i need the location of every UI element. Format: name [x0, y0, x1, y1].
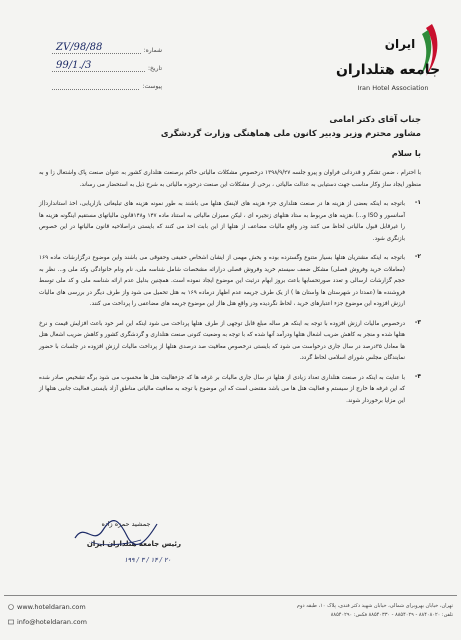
date-label: تاریخ: — [148, 65, 162, 72]
paragraph-2 — [39, 253, 421, 311]
paragraph-text: باتوجه به اینکه بعضی از هزینه ها در صنعت هتلداری جزء هزینه های لاینفک هتلها می باشند به طور نمونه هزینه های تبلیغاتی بازاریابی، اخذ استاندارد(از آسانسور و ISO و...) ،هزینه های مربوط به ستاد هتلهای زنجیره ای ، لیکن ممیزان مالیاتی به استناد ماده ۱۴۷ و۱۴۸قانون مالیاتهای مستقیم اینگونه هزینه ها را غیرقابل قبول مالیاتی لحاظ می کنند ودر واقع مالیات مضاعف از هتلها از این بابت اخذ می کنند که بایستی دراصلاحیه قانون مالیاتها در این خصوص بازنگری شود. — [39, 201, 405, 242]
greeting: با سلام — [391, 148, 421, 158]
globe-icon — [8, 604, 14, 610]
association-logo — [330, 18, 450, 108]
mail-icon — [8, 619, 14, 625]
paragraph-text: با عنایت به اینکه در صنعت هتلداری تعداد زیادی از هتلها در سال جاری مالیات بر غرفه ها که جزءهالیت هتل ها محسوب می شود برگه تشخیص صادر شده که این غرفه ها خارج از سیستم و فعالیت هتل ها می باشد مقتضی است که این موضوع با توجه به معافیت مالیاتی مناطق آزاد بایستی فعالیت جانبی هتلها از این مزایا برخوردار شوند. — [39, 374, 405, 404]
website-text: www.hoteldaran.com — [17, 603, 86, 611]
paragraph-text: باتوجه به اینکه مشتریان هتلها بسیار متنوع وگسترده بوده و بخش مهمی از ایشان اشخاص حقیقی وحقوقی می باشند واین موضوع درگزارشات ماده ۱۶۹ (معاملات خرید وفروش فصلی) مشکل ضعف سیستم خرید وفروش فصلی درارائه مشخصات شامل شناسه ملی، نام ونام خانوادگی وکد ملی و... نظر به حجم گزارشات ارسالی و تعدد صورتحسابها باعث بروز ابهام درثبت این موضوع ایجاد نموده است. همچنین بدلیل عدم ارائه شناسه ملی و کد ملی توسط فروشنده ها (عمدتا در شهرستان ها واستان ها ) از یک طرف جریمه عدم اظهار درماده ۱۶۹ به هتل تحمیل می شود واز طرف دیگر در بررسی های مالیات ارزش افزوده این موضوع جزء اعتبارهای خرید ، لحاظ نگردیده ودر واقع هتل هااز این موضوع جریمه های مضاعفی را پرداخت می کنند. — [39, 255, 405, 307]
paragraph-number: ۴- — [414, 372, 421, 380]
attachment-label: پیوست: — [142, 83, 162, 90]
paragraph-text: درخصوص مالیات ارزش افزوده با توجه به اینکه هر ساله مبلغ قابل توجهی از طرف هتلها پرداخت می شود اینکه این امر خود باعث افزایش قیمت و نرخ هتلها شده و منجر به کاهش ضریب اشغال هتلها ودرآمد آنها شده که با توجه به وضعیت کنونی صنعت هتلداری و گردشگری کشور و کاهش ضریب اشغال هتل ها معادل ۳۵درصد در سال جاری درخواست می شود که بایستی درخصوص معافیت صد درصدی هتلها از پرداخت مالیات ارزش افزوده در جلسات با حضور نمایندگان مجلس شورای اسلامی لحاظ گردد. — [39, 320, 405, 361]
paragraph-4 — [39, 373, 421, 408]
paragraph-number: ۳- — [414, 318, 421, 326]
signature-block — [71, 520, 181, 564]
paragraph-1 — [39, 199, 421, 245]
signature-note: ۲۰ / ۱۴ / ۳ / ۱۹۹ — [124, 556, 171, 564]
letter-metadata — [52, 40, 162, 94]
paragraph-number: ۲- — [414, 253, 421, 260]
svg-text:ایران: ایران — [384, 37, 416, 51]
handwritten-signature — [71, 516, 161, 550]
email-text: info@hoteldaran.com — [17, 618, 87, 626]
footer-phones: تلفن: ۸۸۴۰۸۰۲۰ - ۸۸۵۴۰۲۹ - ۸۸۵۴۰۳۳۰ فکس: ۸۸۵۴۰۲۹۰ — [330, 612, 453, 618]
association-name: Iran Hotel Association — [357, 84, 429, 92]
letter-body — [39, 112, 421, 407]
footer-website[interactable] — [8, 603, 86, 611]
attachment-line — [52, 79, 139, 90]
footer-address-block — [253, 602, 453, 620]
recipient-title: جناب آقای دکتر امامی — [329, 114, 421, 124]
intro-paragraph: با احترام ، ضمن تشکر و قدردانی فراوان و پیرو جلسه ۱۳۹۸/۹/۲۷ درخصوص مشکلات مالیاتی حاکم برصنعت هتلداری کشور به عنوان صنعت پاک واشتغال زا و به منظور ایجاد ساز وکار مناسب جهت دستیابی به عدالت مالیاتی ، برخی از مشکلات این صنعت درحوزه مالیاتی به شرح ذیل به استحضار می رساند. — [39, 170, 421, 188]
signer-name: جمشید حمزه زاده — [101, 520, 151, 528]
number-label: شماره: — [143, 47, 162, 54]
svg-text:جامعه هتلداران: جامعه هتلداران — [335, 62, 441, 78]
date-row — [52, 58, 162, 72]
footer-email[interactable] — [8, 618, 87, 626]
footer-address: تهران، خیابان بهروبرای شمالی، خیابان شهید دکتر قندی، پلاک ۱۰، طبقه دوم — [296, 603, 453, 609]
date-value: 99/1./3 — [56, 60, 92, 71]
date-line — [52, 61, 145, 72]
recipient-role: مشاور محترم وزیر ودبیر کانون ملی هماهنگی وزارت گردشگری — [160, 128, 421, 138]
attachment-row — [52, 76, 162, 90]
paragraph-number: ۱- — [414, 199, 421, 206]
number-row — [52, 40, 162, 54]
paragraph-3 — [39, 319, 421, 365]
number-value: ZV/98/88 — [56, 42, 103, 53]
footer-divider — [4, 595, 457, 596]
number-line — [52, 43, 141, 54]
signer-title: رئیس جامعه هتلداران ایران — [86, 540, 181, 548]
